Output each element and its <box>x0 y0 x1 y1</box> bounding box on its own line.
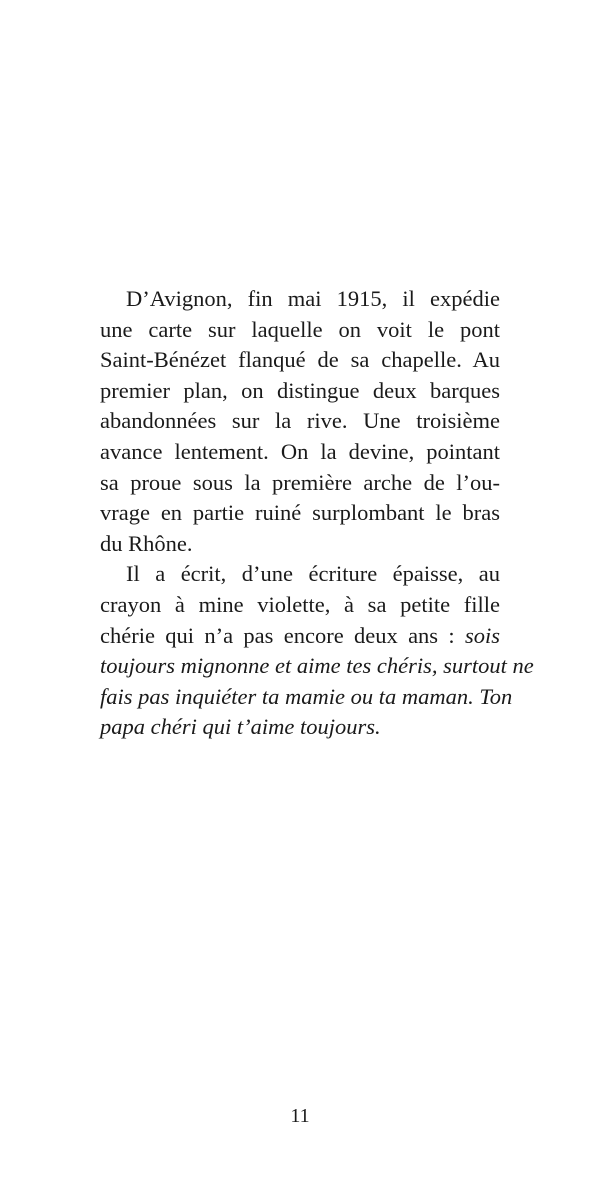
paragraph-1 <box>100 284 500 559</box>
text-line: vrage en partie ruiné surplombant le bras <box>100 500 500 526</box>
text-line: avance lentement. On la devine, pointant <box>100 438 500 464</box>
text-roman: chérie qui n’a pas encore deux ans : <box>100 622 465 648</box>
page-number: 11 <box>290 1105 310 1127</box>
text-line: premier plan, on distingue deux barques <box>100 377 500 403</box>
text-italic: sois <box>464 622 500 648</box>
paragraph-2 <box>100 559 534 743</box>
text-line: sa proue sous la première arche de l’ou- <box>100 469 500 495</box>
text-line: Il a écrit, d’une écriture épaisse, au <box>126 561 500 587</box>
text-line: abandonnées sur la rive. Une troisième <box>100 408 500 434</box>
text-line <box>100 621 500 652</box>
text-line: du Rhône. <box>100 530 193 556</box>
text-line-italic: toujours mignonne et aime tes chéris, surtout ne <box>100 653 534 679</box>
text-line-italic: fais pas inquiéter ta mamie ou ta maman. Ton <box>100 683 513 709</box>
body-text <box>100 284 534 743</box>
text-line: Saint-Bénézet flanqué de sa chapelle. Au <box>100 347 500 373</box>
text-line-italic: papa chéri qui t’aime toujours. <box>100 714 381 740</box>
text-line: crayon à mine violette, à sa petite fille <box>100 591 500 617</box>
text-line: D’Avignon, fin mai 1915, il expédie <box>126 286 500 311</box>
text-line: une carte sur laquelle on voit le pont <box>100 316 500 342</box>
